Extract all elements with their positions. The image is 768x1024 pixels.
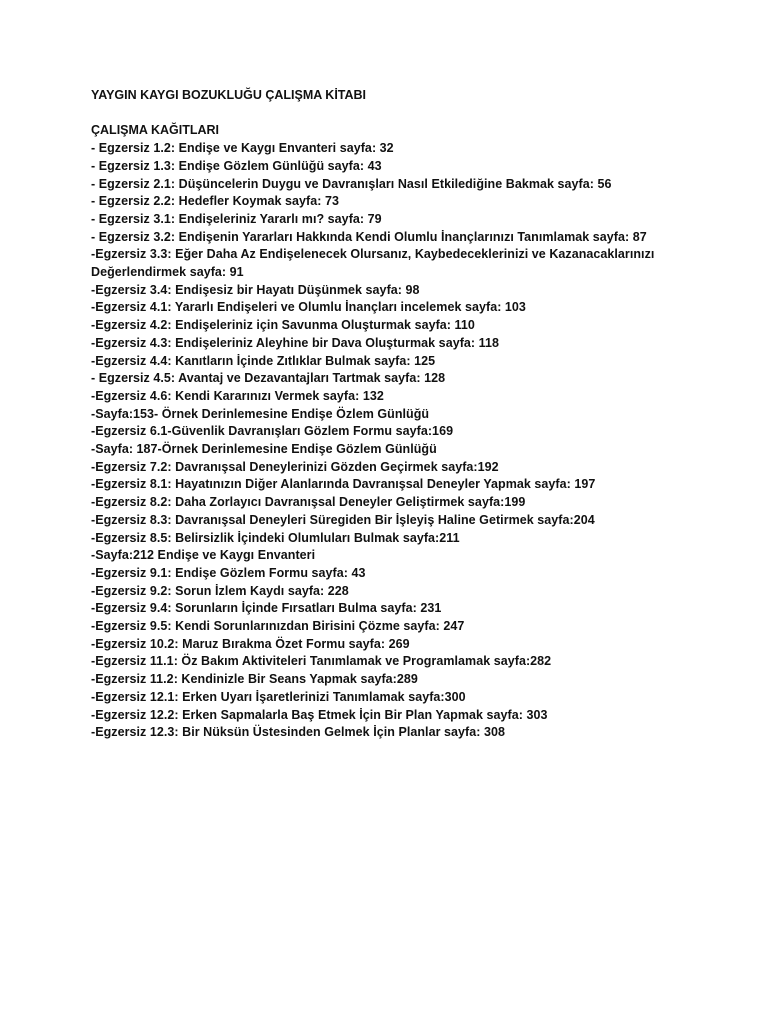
worksheet-entry: -Sayfa:212 Endişe ve Kaygı Envanteri bbox=[91, 548, 316, 563]
worksheet-entry: -Egzersiz 4.6: Kendi Kararınızı Vermek sayfa: 132 bbox=[91, 388, 384, 403]
worksheet-entry: -Egzersiz 9.4: Sorunların İçinde Fırsatları Bulma sayfa: 231 bbox=[91, 601, 442, 616]
worksheet-entry: -Sayfa:153- Örnek Derinlemesine Endişe Özlem Günlüğü bbox=[91, 406, 430, 421]
worksheet-entry: -Egzersiz 6.1-Güvenlik Davranışları Gözlem Formu sayfa:169 bbox=[91, 424, 454, 439]
worksheet-entry: - Egzersiz 3.2: Endişenin Yararları Hakkında Kendi Olumlu İnançlarınızı Tanımlamak sayfa: 87 bbox=[91, 229, 647, 244]
section-heading: ÇALIŞMA KAĞITLARI bbox=[91, 123, 219, 138]
worksheet-entry: -Egzersiz 4.3: Endişeleriniz Aleyhine bir Dava Oluşturmak sayfa: 118 bbox=[91, 335, 499, 350]
worksheet-entry: -Egzersiz 4.2: Endişeleriniz için Savunma Oluşturmak sayfa: 110 bbox=[91, 318, 475, 333]
worksheet-entry: -Egzersiz 4.1: Yararlı Endişeleri ve Olumlu İnançları incelemek sayfa: 103 bbox=[91, 300, 526, 315]
worksheet-entry: -Egzersiz 11.2: Kendinizle Bir Seans Yapmak sayfa:289 bbox=[91, 672, 418, 687]
worksheet-entry: -Egzersiz 8.1: Hayatınızın Diğer Alanlarında Davranışsal Deneyler Yapmak sayfa: 197 bbox=[91, 477, 596, 492]
worksheet-entry: - Egzersiz 4.5: Avantaj ve Dezavantajları Tartmak sayfa: 128 bbox=[91, 371, 446, 386]
worksheet-entry: -Egzersiz 9.2: Sorun İzlem Kaydı sayfa: 228 bbox=[91, 583, 349, 598]
worksheet-entry: - Egzersiz 1.2: Endişe ve Kaygı Envanteri sayfa: 32 bbox=[91, 141, 394, 156]
document-title: YAYGIN KAYGI BOZUKLUĞU ÇALIŞMA KİTABI bbox=[91, 88, 367, 102]
worksheet-entry: - Egzersiz 2.2: Hedefler Koymak sayfa: 73 bbox=[91, 194, 339, 209]
worksheet-entry: -Egzersiz 8.5: Belirsizlik İçindeki Olumluları Bulmak sayfa:211 bbox=[91, 530, 460, 545]
worksheet-entry: -Egzersiz 9.5: Kendi Sorunlarınızdan Birisini Çözme sayfa: 247 bbox=[91, 619, 465, 634]
worksheet-list bbox=[91, 140, 681, 742]
worksheet-entry: -Egzersiz 3.4: Endişesiz bir Hayatı Düşünmek sayfa: 98 bbox=[91, 282, 420, 297]
worksheet-entry: -Egzersiz 8.2: Daha Zorlayıcı Davranışsal Deneyler Geliştirmek sayfa:199 bbox=[91, 495, 526, 510]
worksheet-entry: -Egzersiz 12.2: Erken Sapmalarla Baş Etmek İçin Bir Plan Yapmak sayfa: 303 bbox=[91, 707, 548, 722]
worksheet-entry: -Egzersiz 7.2: Davranışsal Deneylerinizi Gözden Geçirmek sayfa:192 bbox=[91, 459, 499, 474]
worksheet-entry: -Egzersiz 9.1: Endişe Gözlem Formu sayfa: 43 bbox=[91, 565, 366, 580]
worksheet-entry: - Egzersiz 1.3: Endişe Gözlem Günlüğü sayfa: 43 bbox=[91, 158, 382, 173]
worksheet-entry: -Egzersiz 10.2: Maruz Bırakma Özet Formu sayfa: 269 bbox=[91, 636, 410, 651]
worksheet-entry: -Egzersiz 3.3: Eğer Daha Az Endişelenecek Olursanız, Kaybedeceklerinizi ve Kazanacaklarınızı Değerlendirmek sayfa: 91 bbox=[91, 247, 655, 280]
worksheet-entry: -Sayfa: 187-Örnek Derinlemesine Endişe Gözlem Günlüğü bbox=[91, 442, 437, 457]
worksheet-entry: - Egzersiz 2.1: Düşüncelerin Duygu ve Davranışları Nasıl Etkilediğine Bakmak sayfa: 56 bbox=[91, 176, 612, 191]
worksheet-entry: -Egzersiz 12.3: Bir Nüksün Üstesinden Gelmek İçin Planlar sayfa: 308 bbox=[91, 725, 505, 740]
worksheet-entry: - Egzersiz 3.1: Endişeleriniz Yararlı mı? sayfa: 79 bbox=[91, 211, 382, 226]
worksheet-entry: -Egzersiz 4.4: Kanıtların İçinde Zıtlıklar Bulmak sayfa: 125 bbox=[91, 353, 436, 368]
worksheet-entry: -Egzersiz 12.1: Erken Uyarı İşaretlerinizi Tanımlamak sayfa:300 bbox=[91, 689, 466, 704]
worksheet-entry: -Egzersiz 8.3: Davranışsal Deneyleri Süregiden Bir İşleyiş Haline Getirmek sayfa:204 bbox=[91, 512, 595, 527]
document-page bbox=[91, 87, 681, 742]
worksheet-entry: -Egzersiz 11.1: Öz Bakım Aktiviteleri Tanımlamak ve Programlamak sayfa:282 bbox=[91, 654, 552, 669]
